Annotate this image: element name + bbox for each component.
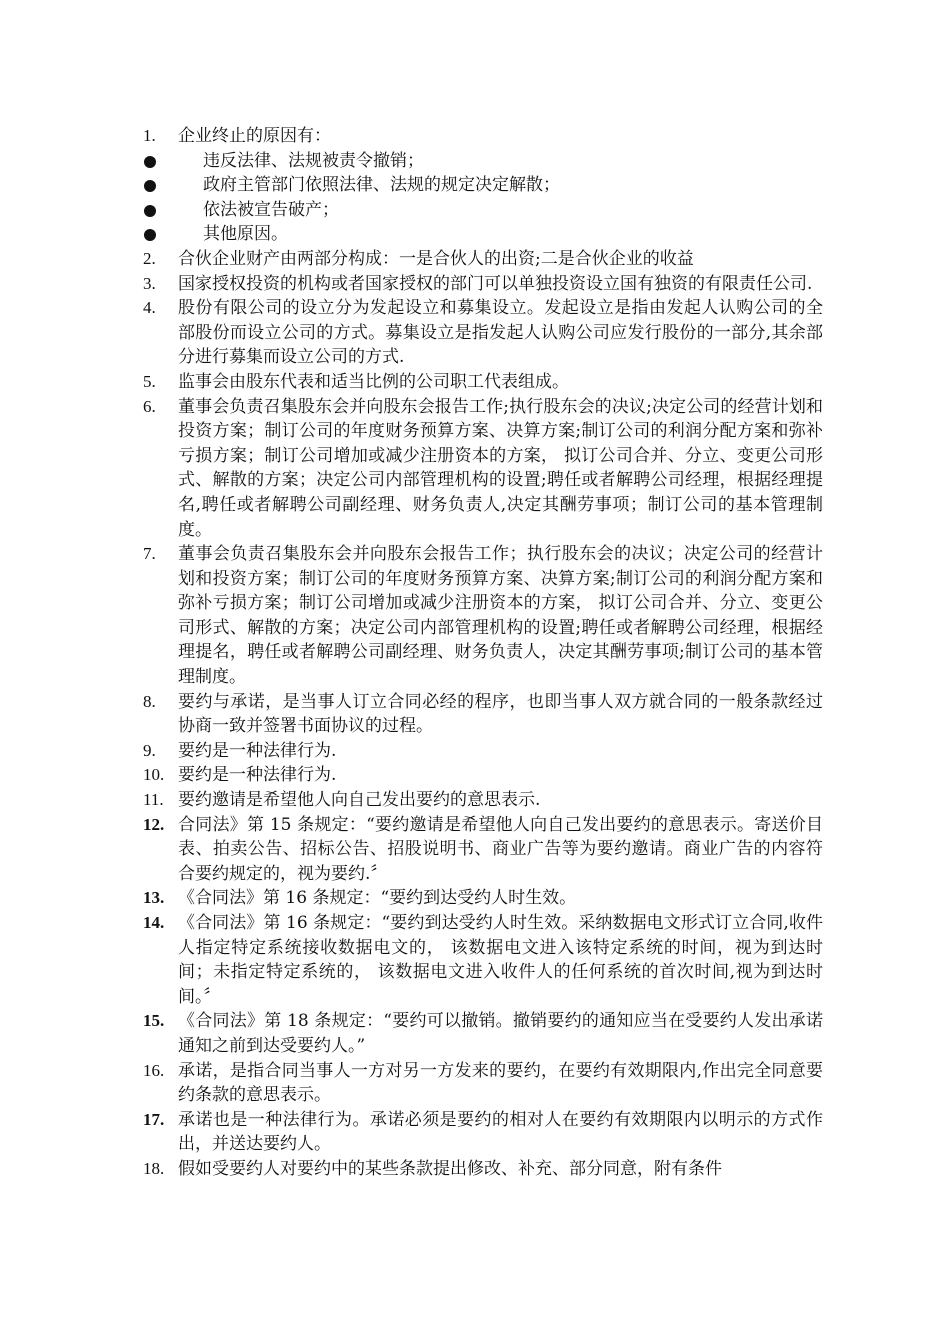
bullet-icon [144, 205, 156, 217]
list-item-number: 8. [143, 691, 156, 711]
document-body [143, 124, 823, 1182]
list-item [143, 1009, 823, 1058]
list-item-number: 13. [143, 888, 165, 908]
list-item [143, 1059, 823, 1108]
bullet-icon [144, 229, 156, 241]
list-item [143, 247, 823, 272]
list-item-text: 合同法》第 15 条规定：“要约邀请是希望他人向自己发出要约的意思表示。寄送价目表、拍卖公告、招标公告、招股说明书、商业广告等为要约邀请。商业广告的内容符合要约规定的，视为要约.〞 [178, 814, 823, 884]
list-item-number: 2. [143, 248, 156, 268]
list-item [143, 542, 823, 690]
list-item-text: 《合同法》第 18 条规定：“要约可以撤销。撤销要约的通知应当在受要约人发出承诺通知之前到达受要约人。” [178, 1011, 823, 1056]
list-item [143, 296, 823, 370]
list-item [143, 813, 823, 887]
list-item-text: 股份有限公司的设立分为发起设立和募集设立。发起设立是指由发起人认购公司的全部股份而设立公司的方式。募集设立是指发起人认购公司应发行股份的一部分,其余部分进行募集而设立公司的方式. [178, 298, 823, 368]
list-item [143, 124, 823, 149]
list-item [143, 690, 823, 739]
list-item-number: 16. [143, 1060, 165, 1080]
list-item [143, 395, 823, 543]
list-item-number: 15. [143, 1011, 165, 1031]
list-item-text: 要约是一种法律行为. [178, 740, 337, 761]
list-item [143, 763, 823, 788]
list-item [143, 886, 823, 911]
list-item-text: 假如受要约人对要约中的某些条款提出修改、补充、部分同意，附有条件 [178, 1158, 722, 1179]
list-item-number: 7. [143, 544, 156, 564]
list-item-text: 承诺，是指合同当事人一方对另一方发来的要约，在要约有效期限内,作出完全同意要约条款的意思表示。 [178, 1060, 823, 1106]
list-item-number: 4. [143, 298, 156, 318]
list-item-text: 企业终止的原因有： [178, 126, 331, 146]
list-item-number: 1. [143, 126, 156, 145]
list-item-text: 承诺也是一种法律行为。承诺必须是要约的相对人在要约有效期限内以明示的方式作出，并送达要约人。 [178, 1109, 823, 1155]
bullet-text: 违反法律、法规被责令撤销； [203, 150, 424, 171]
bullet-item [143, 222, 823, 247]
list-item-number: 9. [143, 740, 156, 760]
list-item-text: 国家授权投资的机构或者国家授权的部门可以单独投资设立国有独资的有限责任公司. [178, 273, 813, 294]
list-item-text: 《合同法》第 16 条规定：“要约到达受约人时生效。采纳数据电文形式订立合同,收件人指定特定系统接收数据电文的， 该数据电文进入该特定系统的时间，视为到达时间；未指定特定系统的， 该数据电文进入收件人的任何系统的首次时间,视为到达时间。〞 [178, 913, 823, 1007]
list-item [143, 272, 823, 297]
bullet-text: 其他原因。 [203, 224, 288, 245]
list-item-text: 要约是一种法律行为. [178, 765, 337, 786]
list-item-number: 3. [143, 273, 156, 293]
list-item [143, 1108, 823, 1157]
list-item-number: 14. [143, 913, 165, 932]
list-item-number: 18. [143, 1158, 165, 1178]
list-item-text: 董事会负责召集股东会并向股东会报告工作;执行股东会的决议;决定公司的经营计划和投资方案；制订公司的年度财务预算方案、决算方案;制订公司的利润分配方案和弥补亏损方案；制订公司增加或减少注册资本的方案， 拟订公司合并、分立、变更公司形式、解散的方案；决定公司内部管理机构的设置;聘任或者解聘公司经理，根据经理提名,聘任或者解聘公司副经理、财务负责人,决定其酬劳事项；制订公司的基本管理制度。 [178, 396, 823, 540]
list-item-text: 要约与承诺，是当事人订立合同必经的程序，也即当事人双方就合同的一般条款经过协商一致并签署书面协议的过程。 [178, 691, 823, 737]
bullet-text: 依法被宣告破产； [203, 199, 339, 220]
list-item [143, 1157, 823, 1182]
list-item-number: 17. [143, 1109, 165, 1129]
list-item-number: 12. [143, 814, 165, 834]
list-item-number: 10. [143, 765, 165, 785]
bullet-item [143, 173, 823, 198]
bullet-text: 政府主管部门依照法律、法规的规定决定解散； [203, 175, 560, 196]
list-item [143, 911, 823, 1009]
list-item [143, 370, 823, 395]
list-item-text: 董事会负责召集股东会并向股东会报告工作；执行股东会的决议；决定公司的经营计划和投资方案；制订公司的年度财务预算方案、决算方案;制订公司的利润分配方案和弥补亏损方案；制订公司增加或减少注册资本的方案， 拟订公司合并、分立、变更公司形式、解散的方案；决定公司内部管理机构的设置;聘任或者解聘公司经理，根据经理提名，聘任或者解聘公司副经理、财务负责人，决定其酬劳事项;制订公司的基本管理制度。 [178, 544, 823, 688]
bullet-item [143, 198, 823, 223]
list-item-text: 监事会由股东代表和适当比例的公司职工代表组成。 [178, 371, 569, 392]
bullet-item [143, 149, 823, 174]
list-item [143, 739, 823, 764]
list-item-text: 合伙企业财产由两部分构成：一是合伙人的出资;二是合伙企业的收益 [178, 248, 694, 269]
list-item-number: 5. [143, 371, 156, 391]
list-item-text: 《合同法》第 16 条规定：“要约到达受约人时生效。 [178, 888, 577, 909]
list-item-text: 要约邀请是希望他人向自己发出要约的意思表示. [178, 790, 541, 811]
bullet-icon [144, 156, 156, 168]
bullet-icon [144, 180, 156, 192]
list-item-number: 6. [143, 396, 156, 416]
list-item-number: 11. [143, 790, 164, 810]
list-item [143, 788, 823, 813]
